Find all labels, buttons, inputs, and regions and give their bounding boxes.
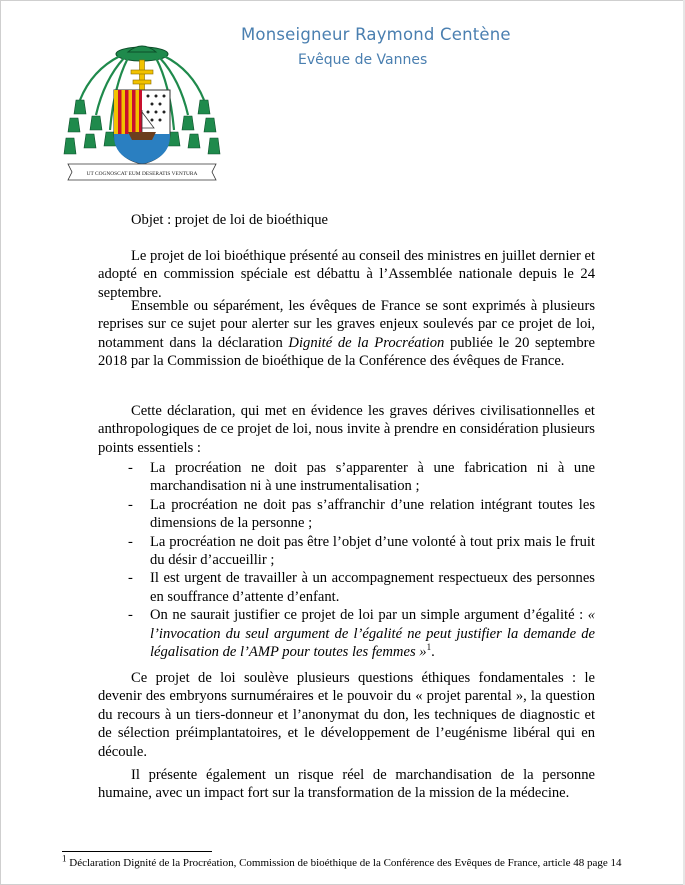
bullet-dash: -	[128, 533, 133, 550]
bullet-text: On ne saurait justifier ce projet de loi par un simple argument d’égalité :	[150, 607, 588, 624]
bullet-text: La procréation ne doit pas s’affranchir d’une relation intégrant toutes les dimensions de la personne ;	[150, 496, 595, 532]
motto-text: UT COGNOSCAT EUM DESERATIS VENTURA	[86, 171, 198, 177]
object-line: Objet : projet de loi de bioéthique	[131, 212, 328, 228]
tassels-right	[168, 100, 220, 154]
paragraph-2	[98, 297, 595, 371]
footnote-text: Déclaration Dignité de la Procréation, Commission de bioéthique de la Conférence des Evêques de France, article 48 page 14	[66, 857, 622, 869]
footnote-number: 1	[62, 853, 67, 864]
list-item	[98, 459, 595, 496]
bullet-text: La procréation ne doit pas s’apparenter à une fabrication ni à une marchandisation ni à une instrumentalisation ;	[150, 460, 595, 495]
bullet-dash: -	[128, 570, 133, 587]
paragraph-2-text-b: publiée le 20 septembre 2018 par la Commission de bioéthique de la Conférence des évêques de France.	[98, 334, 595, 370]
header-title: Monseigneur Raymond Centène	[241, 25, 511, 44]
bullet-dash: -	[128, 607, 133, 624]
list-item	[98, 496, 595, 533]
list-item	[98, 606, 595, 661]
ship	[128, 132, 156, 140]
bullet-dash: -	[128, 460, 133, 476]
footnote	[62, 853, 622, 871]
paragraph-5: Il présente également un risque réel de marchandisation de la personne humaine, avec un impact fort sur la transformation de la mission de la médecine.	[98, 767, 595, 802]
paragraph-3: Cette déclaration, qui met en évidence les graves dérives civilisationnelles et anthropologiques de ce projet de loi, nous invite à prendre en considération plusieurs points essentiels :	[98, 403, 595, 456]
tassels-left	[64, 100, 116, 154]
bullet-text: Il est urgent de travailler à un accompagnement respectueux des personnes en souffrance d’attente d’enfant.	[150, 570, 595, 605]
galero-crown	[128, 46, 156, 52]
list-item	[98, 533, 595, 570]
bullet-end: .	[431, 644, 435, 661]
paragraph-2-text-a: Ensemble ou séparément, les évêques de France se sont exprimés à plusieurs reprises sur ce sujet pour alerter sur les graves enjeux soulevés par ce projet de loi, notamment dans la déclaration	[98, 298, 595, 351]
bullet-dash: -	[128, 496, 133, 513]
paragraph-1: Le projet de loi bioéthique présenté au conseil des ministres en juillet dernier et adopté en commission spéciale est débattu à l’Assemblée nationale depuis le 24 septembre.	[98, 248, 596, 301]
bullet-text: La procréation ne doit pas être l’objet d’une volonté à tout prix mais le fruit du désir d’accueillir ;	[150, 533, 595, 569]
declaration-title: Dignité de la Procréation	[288, 334, 445, 351]
footnote-separator	[62, 851, 212, 852]
footnote-reference: 1	[426, 642, 432, 653]
paragraph-4: Ce projet de loi soulève plusieurs questions éthiques fondamentales : le devenir des embryons surnuméraires et le pouvoir du « projet parental », la question du recours à un tiers-donneur et l’anonymat du don, les techniques de diagnostic et de sélection préimplantatoires, et le développement de l’eugénisme libéral qui en découle.	[98, 670, 595, 760]
bullet-quote: « l’invocation du seul argument de l’égalité ne peut justifier la demande de légalisation de l’AMP pour toutes les femmes »	[150, 607, 595, 661]
shield-pales	[114, 90, 142, 134]
header-subtitle: Evêque de Vannes	[298, 52, 428, 68]
list-item	[98, 569, 595, 606]
bullet-list	[98, 459, 595, 661]
coat-of-arms-icon	[62, 40, 222, 190]
